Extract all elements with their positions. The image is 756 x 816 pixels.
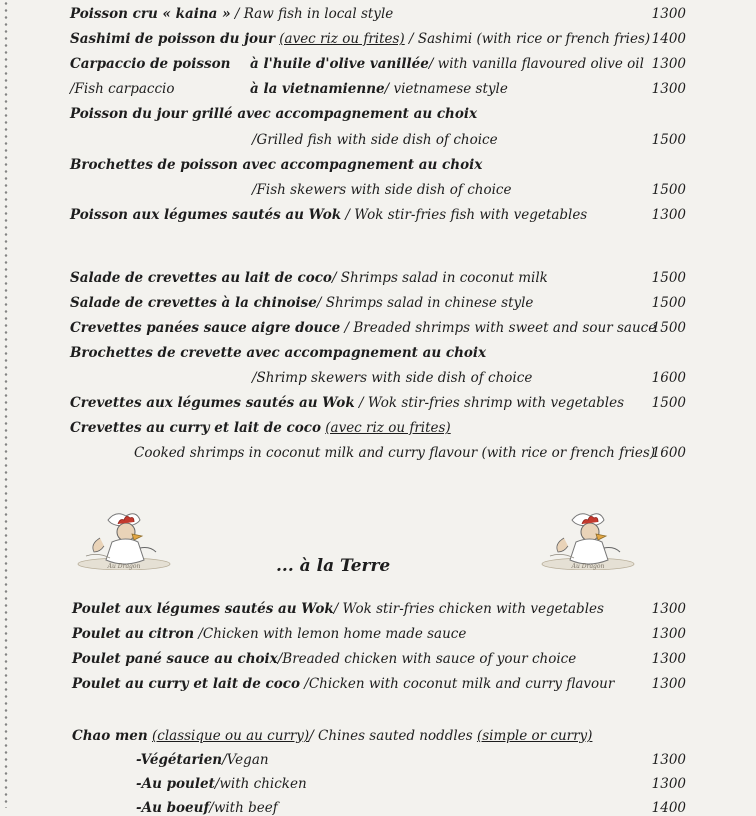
menu-item: Poisson du jour grillé avec accompagnement au choix [70,106,478,122]
item-price: 1500 [651,320,686,336]
menu-item: Salade de crevettes au lait de coco/ Shrimps salad in coconut milk [70,270,548,286]
menu-item: Chao men (classique ou au curry)/ Chines sauted noddles (simple or curry) [72,728,593,744]
item-price: 1500 [651,132,686,148]
menu-item-variant: à l'huile d'olive vanillée/ with vanilla flavoured olive oil [250,56,644,72]
item-price: 1300 [651,752,686,768]
menu-item: Poulet pané sauce au choix/Breaded chicken with sauce of your choice [72,651,577,667]
menu-item-translation: /Shrimp skewers with side dish of choice [252,370,533,386]
svg-text:Au Dragon: Au Dragon [107,563,141,570]
item-price: 1300 [651,56,686,72]
item-price: 1600 [651,445,686,461]
item-english-name: Raw fish in local style [243,6,394,22]
item-price: 1400 [651,31,686,47]
menu-item-translation: /Grilled fish with side dish of choice [252,132,498,148]
item-price: 1300 [651,601,686,617]
menu-item: Salade de crevettes à la chinoise/ Shrimps salad in chinese style [70,295,534,311]
menu-item: Sashimi de poisson du jour (avec riz ou frites) / Sashimi (with rice or french fries) [70,31,651,47]
menu-item-translation: /Fish skewers with side dish of choice [252,182,512,198]
section-title-land: ... à la Terre [276,556,391,576]
menu-item: /Fish carpaccio [70,81,175,97]
menu-item: Brochettes de poisson avec accompagnement au choix [70,157,483,173]
item-price: 1500 [651,295,686,311]
item-price: 1300 [651,676,686,692]
menu-item: Poulet aux légumes sautés au Wok/ Wok stir-fries chicken with vegetables [72,601,604,617]
item-price: 1500 [651,270,686,286]
menu-item: Crevettes panées sauce aigre douce / Breaded shrimps with sweet and sour sauce [70,320,657,336]
menu-item-option: -Au boeuf/with beef [136,800,278,816]
menu-item: Poulet au curry et lait de coco /Chicken with coconut milk and curry flavour [72,676,615,692]
item-french-name: Poisson cru « kaina » [70,6,231,22]
menu-item: Brochettes de crevette avec accompagnement au choix [70,345,487,361]
perforation-edge [4,0,8,808]
item-price: 1400 [651,800,686,816]
menu-item: Carpaccio de poisson [70,56,231,72]
item-price: 1500 [651,182,686,198]
item-price: 1500 [651,395,686,411]
menu-item-option: -Végétarien/Vegan [136,752,269,768]
menu-item-option: -Au poulet/with chicken [136,776,307,792]
menu-item: Crevettes au curry et lait de coco (avec riz ou frites) [70,420,451,436]
item-price: 1300 [651,651,686,667]
menu-item-variant: à la vietnamienne/ vietnamese style [250,81,508,97]
item-price: 1600 [651,370,686,386]
chef-chicken-illustration-left [76,508,172,570]
item-price: 1300 [651,81,686,97]
chef-chicken-illustration-right [540,508,636,570]
menu-item: Poulet au citron /Chicken with lemon home made sauce [72,626,467,642]
svg-text:Au Dragon: Au Dragon [571,563,605,570]
item-price: 1300 [651,626,686,642]
menu-item: Poisson aux légumes sautés au Wok / Wok stir-fries fish with vegetables [70,207,588,223]
item-price: 1300 [651,207,686,223]
menu-item-translation: Cooked shrimps in coconut milk and curry flavour (with rice or french fries) [134,445,656,461]
item-price: 1300 [651,776,686,792]
menu-item: Poisson cru « kaina » / Raw fish in local style [70,6,394,22]
item-price: 1300 [651,6,686,22]
menu-item: Crevettes aux légumes sautés au Wok / Wok stir-fries shrimp with vegetables [70,395,625,411]
